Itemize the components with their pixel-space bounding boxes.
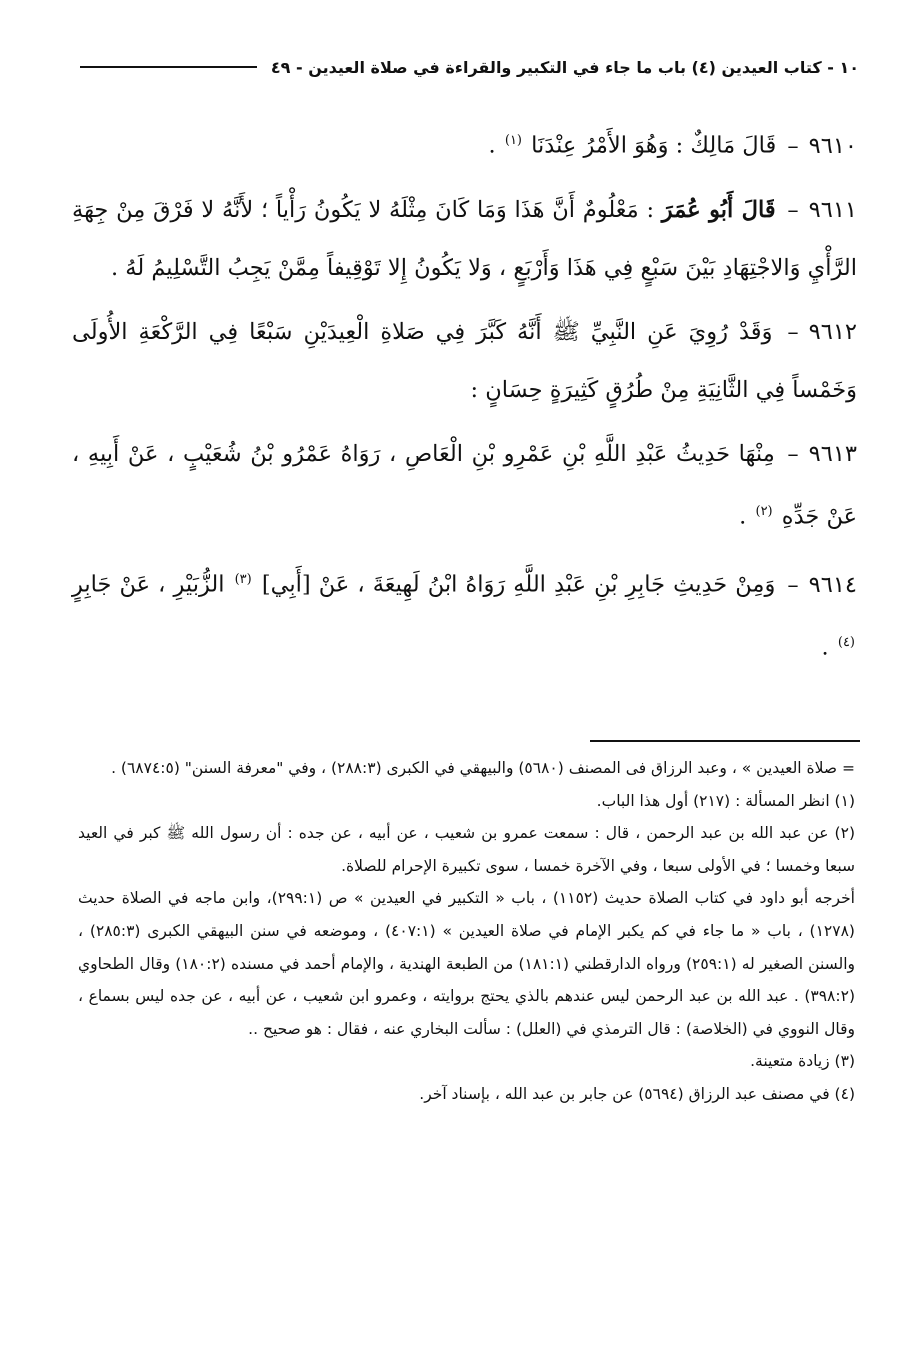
dash: – [787,196,799,223]
paragraph-tail: . [110,254,119,281]
footnote-separator [590,740,860,742]
footnote-4: (٤) في مصنف عبد الرزاق (٥٦٩٤) عن جابر بن عبد الله ، بإسناد آخر. [419,1084,855,1103]
footnote-ref: (٤) [837,634,855,650]
paragraph-9614 [72,551,857,676]
paragraph-tail: . [739,503,747,529]
paragraph-9612 [72,303,857,419]
paragraph-number: ٩٦١٠ [808,132,857,159]
footnote-3: (٣) زيادة متعينة. [750,1052,855,1071]
paragraph-9610 [72,112,857,175]
dash: – [787,571,799,598]
dash: – [787,132,799,159]
footnote-2: (٢) عن عبد الله بن عبد الرحمن ، قال : سمعت عمرو بن شعيب ، عن أبيه ، عن جده : أن رسول الله ﷺ كبر في العيد سبعا وخمسا ؛ في الأولى سبعا ، وفي الآخرة خمسا ، سوى تكبيرة الإحرام للصلاة. [78,824,855,875]
paragraph-lead: قَالَ مَالِكٌ [690,132,777,159]
paragraph-9611 [72,181,857,297]
paragraph-number: ٩٦١٣ [808,440,858,467]
footnote-1: (١) انظر المسألة : (٢١٧) أول هذا الباب. [596,791,855,810]
paragraph-tail: . [821,634,829,660]
running-title: ١٠ - كتاب العيدين (٤) باب ما جاء في التكبير والقراءة في صلاة العيدين - ٤٩ [270,57,859,77]
footnote-continued: = صلاة العيدين » ، وعبد الرزاق فى المصنف (٥٦٨٠) والبيهقي في الكبرى (٢٨٨:٣) ، وفي "معرفة السنن" (٦٨٧٤:٥) . [111,759,855,777]
footnote-ref: (٢) [755,503,773,519]
main-text [72,112,857,682]
paragraph-number: ٩٦١٢ [808,318,858,345]
paragraph-text: مِنْهَا حَدِيثُ عَبْدِ اللَّهِ بْنِ عَمْرِو بْنِ الْعَاصِ ، رَوَاهُ عَمْرُو بْنُ شُعَيْبٍ ، عَنْ أَبِيهِ ، عَنْ جَدِّهِ [72,440,857,529]
paragraph-text: : مَعْلُومٌ أَنَّ هَذَا وَمَا كَانَ مِثْلَهُ لا يَكُونُ رَأْياً ؛ لأَنَّهُ لا فَرْقَ مِنْ جِهَةِ الرَّأْيِ وَالاجْتِهَادِ بَيْنَ سَبْعٍ فِي هَذَا وَأَرْبَعٍ ، وَلا يَكُونُ إِلا تَوْقِيفاً مِمَّنْ يَجِبُ التَّسْلِيمُ لَهُ [72,196,857,281]
dash: – [787,318,799,345]
footnote-ref: (١) [504,133,522,148]
footnote-2-takhrij: أخرجه أبو داود في كتاب الصلاة حديث (١١٥٢) ، باب « التكبير في العيدين » ص (٢٩٩:١)، وابن ماجه في الصلاة حديث (١٢٧٨) ، باب « ما جاء في كم يكبر الإمام في صلاة العيدين » (٤٠٧:١) ، وموضعه في سنن البيهقي الكبرى (٢٨٥:٣) ، والسنن الصغير له (٢٥٩:١) ورواه الدارقطني (١٨١:١) من الطبعة الهندية ، والإمام أحمد في مسنده (١٨٠:٢) وقال الطحاوي (٣٩٨:٢) . عبد الله بن عبد الرحمن ليس عندهم بالذي يحتج بروايته ، وعمرو ابن شعيب ، عن أبيه ، عن جده ليس بسماع ، وقال النووي في (الخلاصة) : قال الترمذي في (العلل) : سألت البخاري عنه ، فقال : هو صحيح .. [78,889,856,1038]
paragraph-number: ٩٦١٤ [808,571,858,598]
footnotes [78,752,855,1111]
header-rule [80,66,257,68]
paragraph-tail: . [488,132,496,159]
paragraph-text: : وَهُوَ الأَمْرُ عِنْدَنَا [531,132,684,159]
paragraph-text: وَمِنْ حَدِيثِ جَابِرِ بْنِ عَبْدِ اللَّهِ رَوَاهُ ابْنُ لَهِيعَةَ ، عَنْ [أَبِي] [261,571,776,598]
paragraph-tail: : [470,376,479,403]
paragraph-text-continued: الزُّبَيْرِ ، عَنْ جَابِرٍ [72,571,225,598]
footnote-ref: (٣) [234,572,252,587]
page-header [80,52,859,82]
paragraph-text: وَقَدْ رُوِيَ عَنِ النَّبِيِّ ﷺ أَنَّهُ كَبَّرَ فِي صَلاةِ الْعِيدَيْنِ سَبْعًا فِي الرَّكْعَةِ الأُولَى وَخَمْساً فِي الثَّانِيَةِ مِنْ طُرُقٍ كَثِيرَةٍ حِسَانٍ [72,318,857,403]
paragraph-lead: قَالَ أَبُو عُمَرَ [661,196,776,223]
paragraph-number: ٩٦١١ [808,196,857,223]
dash: – [787,440,799,467]
paragraph-9613 [72,425,857,546]
